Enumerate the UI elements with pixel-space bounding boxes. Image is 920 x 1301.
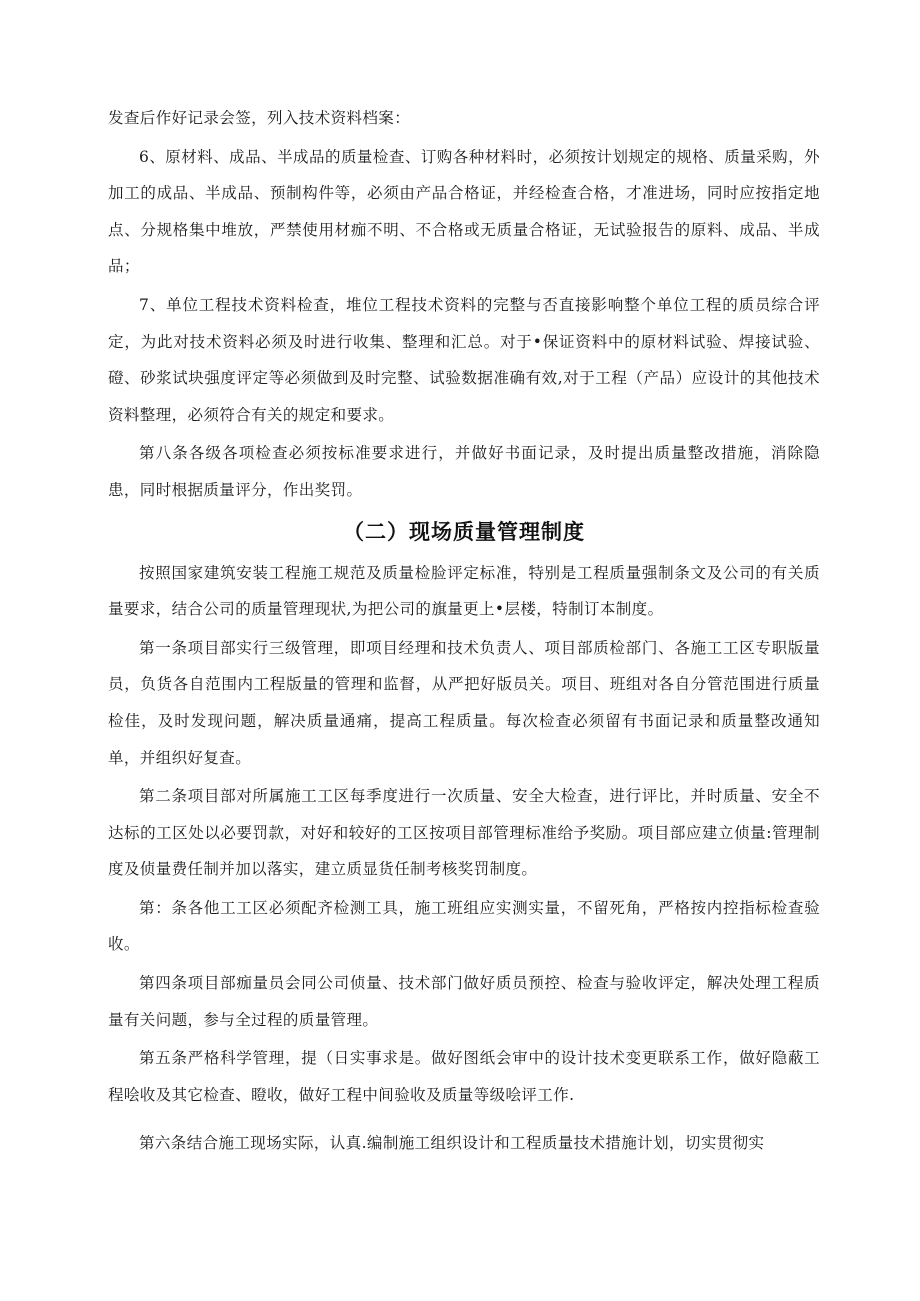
paragraph-article-6: 第六条结合施工现场实际，认真.编制施工组织设计和工程质量技术措施计划，切实贯彻实	[139, 1134, 765, 1153]
document-page	[108, 100, 820, 1162]
paragraph-intro: 按照国家建筑安装工程施工规范及质量检脸评定标准，特别是工程质量强制条文及公司的有关质量要求，结合公司的质量管理现状,为把公司的旗量更上•层楼，特制订本制度。	[108, 563, 820, 619]
paragraph-article-5: 第五条严格科学管理，提（日实事求是。做好图纸会审中的设计技术变更联系工作，做好隐蔽工程哙收及其它检查、瞪收，做好工程中间验收及质量等级哙评工作.	[108, 1049, 820, 1104]
paragraph-item-7-tech-docs: 7、单位工程技术资料检查，堆位工程技术资料的完整与否直接影响整个单位工程的质员综合评定，为此对技术资料必须及时进行收集、整理和汇总。对于•保证资料中的原材料试验、焊接试验、磴、砂浆试块强度评定等必须做到及时完整、试验数据准确有效,对于工程（产品）应设计的其他技术资料整理，必须符合有关的规定和要求。	[108, 295, 820, 424]
paragraph-item-6-materials: 6、原材料、成品、半成品的质量检查、订购各种材料时，必须按计划规定的规格、质量采购，外加工的成品、半成品、预制构件等，必须由产品合格证，并经检查合格，才准进场，同时应按指定地点、分规格集中堆放，严禁使用材痂不明、不合格或无质量合格证，无试验报告的原料、成品、半成品；	[108, 147, 820, 276]
paragraph-archive-note: 发查后作好记录会签，列入技术资料档案：	[108, 109, 411, 127]
paragraph-article-2: 第二条项目部对所属施工工区每季度进行一次质量、安全大检查，进行评比，并时质量、安全不达标的工区处以必要罚款，对好和较好的工区按项目部管理标准给予奖励。项目部应建立侦量:管理制度及侦量费任制并加以落实，建立质显货任制考核奖罚制度。	[108, 787, 820, 879]
paragraph-article-8: 第八条各级各项检查必须按标准要求进行，并做好书面记录，及时提出质量整改措施，消除隐患，同时根据质量评分，作出奖罚。	[108, 444, 820, 499]
paragraph-article-1: 第一条项目部实行三级管理，即项目经理和技术负责人、项目部质检部门、各施工工区专职版量员，负货各自范围内工程版量的管理和监督，从严把好版员关。项目、班组对各自分管范围进行质量检佳，及时发现问题，解决质量通痛，提高工程质量。每次检查必须留有书面记录和质量整改通知单，并组织好复查。	[108, 638, 820, 767]
paragraph-article-3: 第：条各他工工区必须配齐检测工具，施工班组应实测实量，不留死角，严格按内控指标检查验收。	[108, 898, 820, 954]
paragraph-article-4: 第四条项目部痂量员会同公司侦量、技术部门做好质员预控、检查与验收评定，解决处理工程质量有关问题，参与全过程的质量管理。	[108, 974, 820, 1029]
section-title: （二）现场质量管理制度	[343, 519, 585, 544]
